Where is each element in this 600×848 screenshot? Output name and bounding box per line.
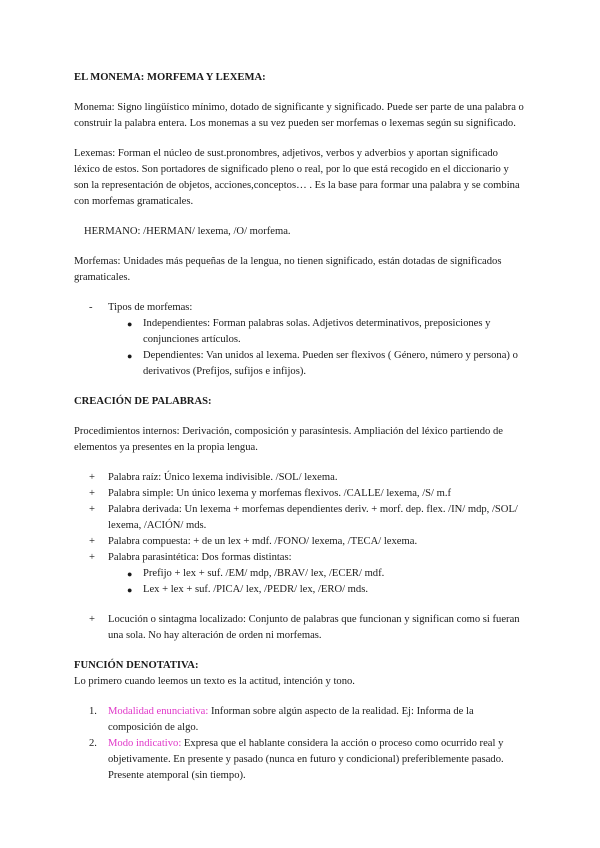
hermano-example: HERMANO: /HERMAN/ lexema, /O/ morfema. (84, 226, 291, 237)
parasintetica-sublist (111, 566, 526, 598)
procedimientos-paragraph: Procedimientos internos: Derivación, composición y parasíntesis. Ampliación del léxico partiendo de elementos ya presentes en la propia lengua. (74, 426, 503, 453)
bullet-icon: ● (127, 585, 133, 595)
funcion-intro: Lo primero cuando leemos un texto es la actitud, intención y tono. (74, 676, 355, 687)
morfemas-paragraph: Morfemas: Unidades más pequeñas de la lengua, no tienen significado, están dotadas de significados gramaticales. (74, 256, 502, 283)
bullet-icon: ● (127, 319, 133, 329)
list-item: ● Prefijo + lex + suf. /EM/ mdp, /BRAV/ lex, /ECER/ mdf. (111, 566, 526, 582)
lexemas-paragraph: Lexemas: Forman el núcleo de sust.pronombres, adjetivos, verbos y adverbios y aportan significado léxico de estos. Son portadores de significado pleno o real, por lo que está recogido en el diccionario y son la representación de objetos, acciones,conceptos… . Es la base para formar una palabra y se combina con morfemas gramaticales. (74, 148, 520, 207)
list-item: 2. Modo indicativo: Expresa que el hablante considera la acción o proceso como ocurrido real y objetivamente. En presente y pasado (nunca en futuro y condicional) preferiblemente pasado. Presente atemporal (sin tiempo). (89, 738, 504, 781)
list-item: + Palabra compuesta: + de un lex + mdf. /FONO/ lexema, /TECA/ lexema. (89, 536, 418, 547)
funcion-list (74, 704, 526, 784)
list-item: ● Dependientes: Van unidos al lexema. Pueden ser flexivos ( Género, número y persona) o derivativos (Prefijos, sufijos e infijos). (127, 350, 518, 377)
document-page (74, 70, 526, 784)
section-title-monema: EL MONEMA: MORFEMA Y LEXEMA: (74, 72, 266, 83)
palabras-list (74, 470, 526, 566)
list-item: ● Independientes: Forman palabras solas. Adjetivos determinativos, preposiciones y conjunciones artículos. (127, 318, 491, 345)
locucion-list (74, 612, 526, 644)
list-item: - Tipos de morfemas: (74, 300, 526, 316)
highlight-label: Modo indicativo: (108, 738, 182, 749)
highlight-label: Modalidad enunciativa: (108, 706, 209, 717)
list-item: + Palabra derivada: Un lexema + morfemas dependientes deriv. + morf. dep. flex. /IN/ mdp, /SOL/ lexema, /ACIÓN/ mds. (89, 504, 518, 531)
dash-marker: - (89, 302, 93, 313)
tipos-list (74, 300, 526, 316)
list-item: + Locución o sintagma localizado: Conjunto de palabras que funcionan y significan como si fueran una sola. No hay alteración de orden ni morfemas. (89, 614, 520, 641)
bullet-icon: ● (127, 351, 133, 361)
list-item: ● Lex + lex + suf. /PICA/ lex, /PEDR/ lex, /ERO/ mds. (111, 582, 526, 598)
tipos-sublist (111, 316, 526, 380)
list-item: + Palabra simple: Un único lexema y morfemas flexivos. /CALLE/ lexema, /S/ m.f (89, 488, 452, 499)
section-title-creacion: CREACIÓN DE PALABRAS: (74, 396, 212, 407)
monema-paragraph: Monema: Signo lingüístico mínimo, dotado de significante y significado. Puede ser parte de una palabra o construir la palabra entera. Los monemas a su vez pueden ser morfemas o lexemas según su significado. (74, 102, 524, 129)
list-item: 1. Modalidad enunciativa: Informan sobre algún aspecto de la realidad. Ej: Informa de la composición de algo. (89, 706, 474, 733)
bullet-icon: ● (127, 569, 133, 579)
list-item: + Palabra parasintética: Dos formas distintas: (89, 552, 292, 563)
list-item: + Palabra raíz: Único lexema indivisible. /SOL/ lexema. (89, 472, 338, 483)
section-title-funcion: FUNCIÓN DENOTATIVA: (74, 660, 199, 671)
